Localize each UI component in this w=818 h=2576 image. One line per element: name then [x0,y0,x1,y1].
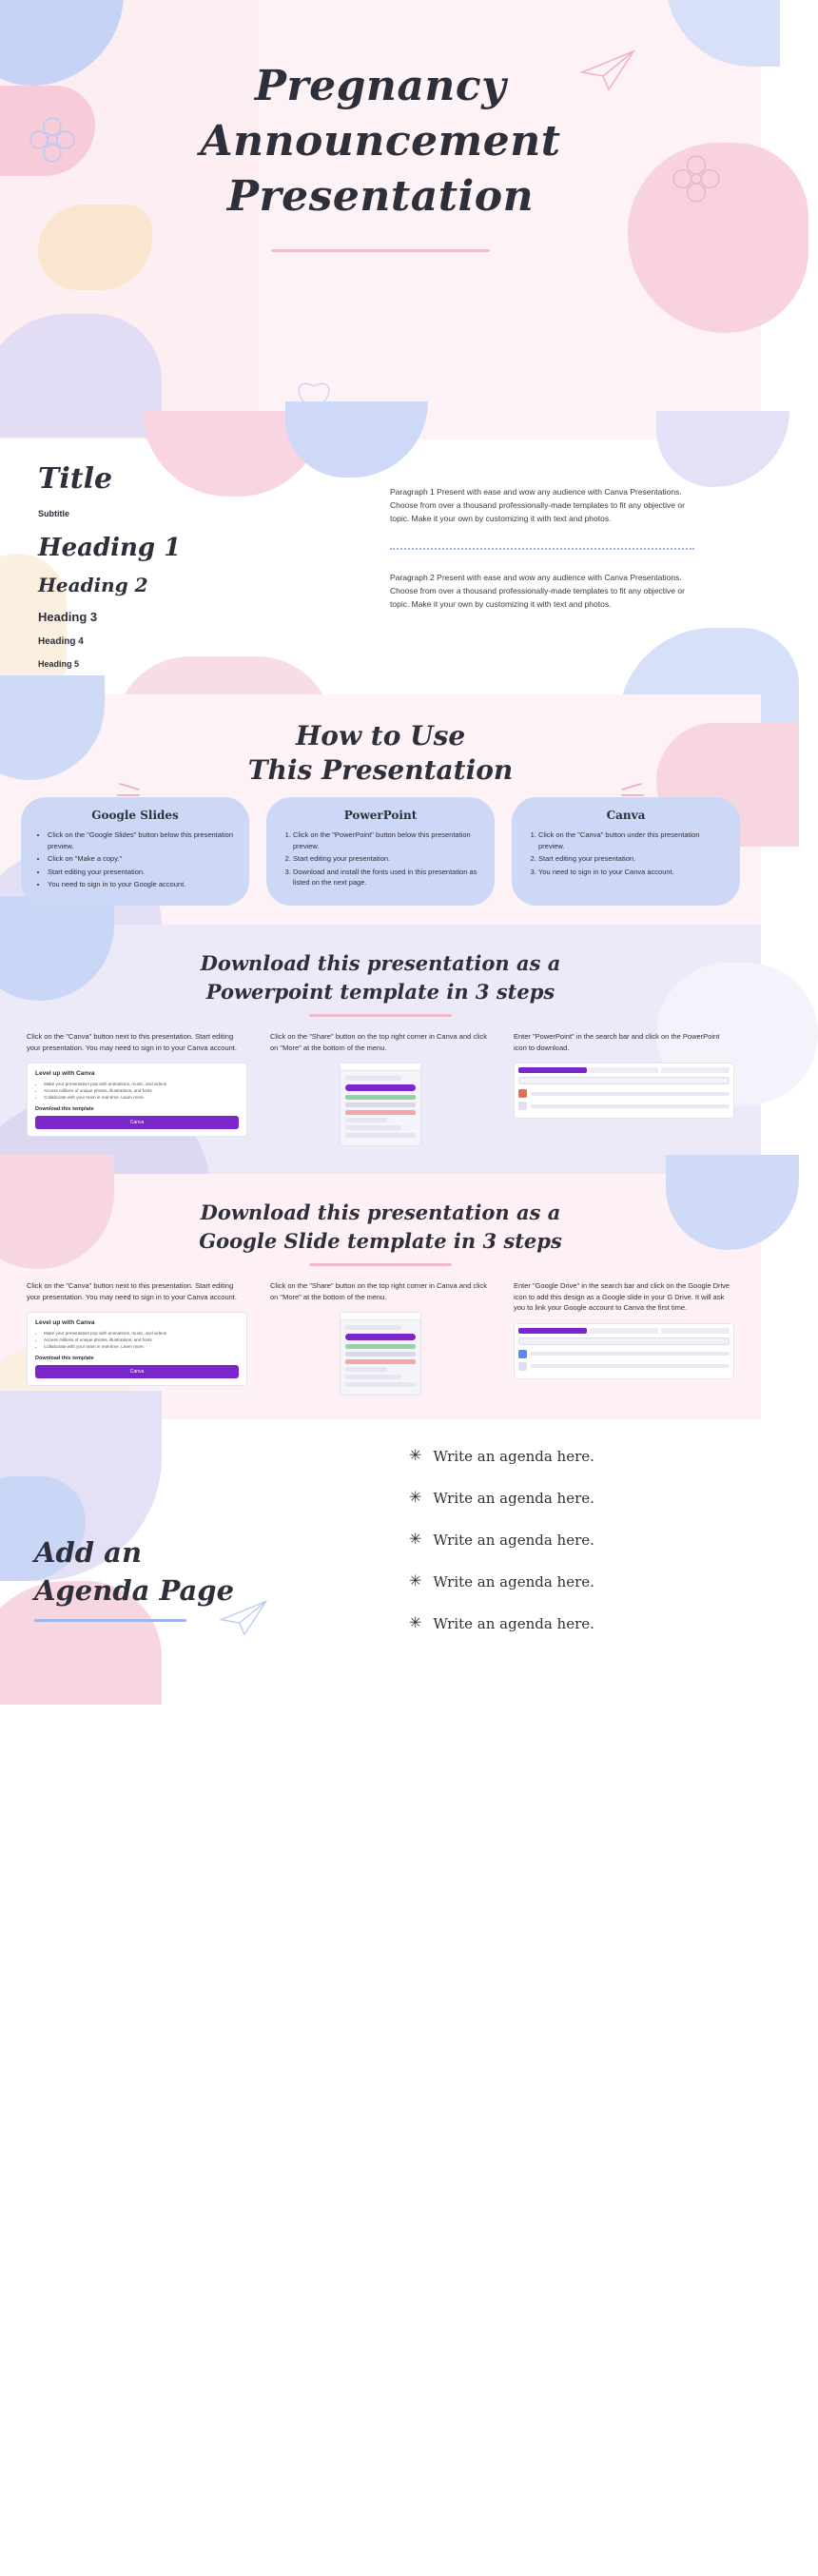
mock-line [531,1104,730,1108]
card-list [34,829,236,890]
mock-tabbar [518,1067,730,1073]
how-to-use-heading-line-1: How to Use [295,720,466,751]
card-powerpoint [266,797,495,906]
slide-download-google-slide [0,1174,761,1419]
powerpoint-heading-line-2: Powerpoint template in 3 steps [205,980,555,1004]
sparkle-icon: ✳ [409,1573,422,1590]
list-item: • Make your presentation pop with animations, music, and videos [44,1330,239,1337]
list-item [409,1532,594,1549]
mock-subtitle: Download this template [35,1106,94,1112]
list-item: 2. Start editing your presentation. [538,853,727,865]
step-text: Click on the "Canva" button next to this presentation. Start editing your presentation. You may need to sign in to your Canva account. [27,1281,237,1301]
mock-tab[interactable] [518,1328,587,1334]
canva-button[interactable]: Canva [35,1116,239,1129]
list-item: • Make your presentation pop with animations, music, and videos [44,1081,239,1087]
sample-heading-5: Heading 5 [38,659,80,669]
step-column-3 [514,1031,734,1146]
google-slide-heading-line-2: Google Slide template in 3 steps [199,1229,562,1253]
decor-blob-right-blue [666,0,780,67]
list-item: • Start editing your presentation. [48,867,236,878]
mock-tile [345,1359,416,1364]
step-text: Enter "PowerPoint" in the search bar and click on the PowerPoint icon to download. [514,1032,720,1052]
cover-title-line-3: Presentation [226,172,535,221]
list-item [409,1490,594,1507]
mock-bullets [35,1330,239,1350]
powerpoint-icon [518,1102,527,1110]
decor-blob-lav-bottom [0,314,162,438]
list-item: • Collaborate with your team in real-time. Learn more. [44,1343,239,1350]
sample-heading-3: Heading 3 [38,610,98,624]
step-text: Click on the "Share" button on the top right corner in Canva and click on "More" at the bottom of the menu. [270,1281,487,1301]
list-item: • You need to sign in to your Google account. [48,879,236,890]
google-slide-heading-line-1: Download this presentation as a [200,1200,561,1224]
sample-title: Title [38,462,113,496]
mock-row [345,1133,416,1138]
card-title: Google Slides [91,809,179,822]
mock-bullets [35,1081,239,1101]
cover-title [0,59,761,252]
mock-body [341,1071,420,1145]
how-to-use-cards [21,797,740,906]
mock-line [531,1352,730,1356]
list-item [409,1615,594,1632]
share-menu-mock [340,1063,421,1146]
google-drive-icon [518,1350,527,1358]
google-slide-steps [27,1280,734,1395]
mock-tabbar [518,1328,730,1334]
mock-title: Level up with Canva [35,1319,95,1326]
how-to-use-heading-line-2: This Presentation [247,754,514,786]
heading-underline [309,1014,452,1017]
google-slide-heading [57,1199,704,1266]
list-item: • Click on the "Google Slides" button below this presentation preview. [48,829,236,851]
slide-cover [0,0,761,439]
sparkle-icon: ✳ [409,1615,422,1631]
step-column-1 [27,1280,247,1395]
mock-tab[interactable] [661,1067,730,1073]
sample-heading-1: Heading 1 [38,534,182,562]
list-item: 3. You need to sign in to your Canva account. [538,867,727,878]
powerpoint-heading [57,949,704,1017]
sample-paragraph-2: Paragraph 2 Present with ease and wow any audience with Canva Presentations. Choose from over a thousand professionally-made templates to fit any objective or topic. Make it your own by customizing it with text and photos. [390,573,685,609]
sample-heading-2: Heading 2 [38,574,148,596]
canva-panel-mock [27,1312,247,1386]
list-item: 3. Download and install the fonts used in this presentation as listed on the next page. [293,867,481,888]
export-search-mock [514,1063,734,1119]
share-menu-mock [340,1312,421,1395]
mock-tile [345,1103,416,1107]
agenda-item-label: Write an agenda here. [433,1615,594,1632]
agenda-item-label: Write an agenda here. [433,1448,594,1465]
agenda-title [34,1533,234,1622]
list-item: 1. Click on the "Canva" button under this presentation preview. [538,829,727,851]
sample-paragraph-1: Paragraph 1 Present with ease and wow any audience with Canva Presentations. Choose from over a thousand professionally-made templates to fit any objective or topic. Make it your own by customizing it with text and photos. [390,487,685,523]
mock-body [341,1320,420,1395]
mock-line [531,1364,730,1368]
mock-row [345,1125,401,1130]
mock-row [345,1375,401,1379]
sparkle-icon: ✳ [409,1448,422,1464]
step-text: Enter "Google Drive" in the search bar and click on the Google Drive icon to add this design as a Google slide in your G Drive. It will ask you to link your Google account to Canva the first time. [514,1281,730,1312]
list-item [409,1573,594,1590]
mock-primary-button[interactable] [345,1334,416,1340]
export-search-mock [514,1323,734,1379]
agenda-item-label: Write an agenda here. [433,1490,594,1507]
typography-left-column [38,462,352,709]
mock-subtitle: Download this template [35,1356,94,1361]
mock-result-row[interactable] [518,1362,730,1371]
slide-download-powerpoint [0,925,761,1174]
agenda-title-line-2: Agenda Page [34,1574,235,1607]
step-column-2 [270,1031,491,1146]
sparkle-icon: ✳ [409,1532,422,1548]
list-item: • Access millions of unique photos, illustrations, and fonts [44,1087,239,1094]
agenda-items [409,1448,594,1657]
list-item: • Access millions of unique photos, illustrations, and fonts [44,1337,239,1343]
list-item: • Click on "Make a copy." [48,853,236,865]
canva-panel-mock [27,1063,247,1137]
mock-tile [345,1344,416,1349]
cover-title-line-2: Announcement [200,117,561,166]
step-text: Click on the "Share" button on the top right corner in Canva and click on "More" at the bottom of the menu. [270,1032,487,1052]
mock-tile [345,1110,416,1115]
mock-toolbar [341,1313,420,1320]
step-column-1 [27,1031,247,1146]
mock-result-row[interactable] [518,1350,730,1358]
sparkle-icon: ✳ [409,1490,422,1506]
sample-subtitle: Subtitle [38,509,69,518]
mock-tile [345,1095,416,1100]
mock-toolbar [341,1064,420,1071]
powerpoint-steps [27,1031,734,1146]
mock-search-input[interactable] [518,1077,730,1084]
mock-result-row[interactable] [518,1089,730,1098]
decor-blob-lav-topright [656,411,789,487]
card-title: Canva [606,809,646,822]
card-title: PowerPoint [343,809,418,822]
mock-row [345,1367,387,1372]
card-list [280,829,481,888]
agenda-item-label: Write an agenda here. [433,1573,594,1590]
sample-heading-4: Heading 4 [38,636,84,647]
agenda-title-underline [34,1619,186,1622]
mock-tab[interactable] [661,1328,730,1334]
slide-how-to-use [0,694,761,925]
agenda-item-label: Write an agenda here. [433,1532,594,1549]
mock-tab[interactable] [590,1067,658,1073]
list-item: 2. Start editing your presentation. [293,853,481,865]
typography-right-column [390,485,694,611]
cover-underline [271,249,490,252]
mock-line [531,1092,730,1096]
mock-result-row[interactable] [518,1102,730,1110]
cover-title-line-1: Pregnancy [254,62,507,110]
list-item: 1. Click on the "PowerPoint" button below this presentation preview. [293,829,481,851]
canva-button[interactable]: Canva [35,1365,239,1378]
heading-underline [309,1263,452,1266]
list-item [409,1448,594,1465]
dotted-divider [390,548,694,550]
list-item: • Collaborate with your team in real-time. Learn more. [44,1094,239,1101]
agenda-title-line-1: Add an [34,1536,143,1569]
step-text: Click on the "Canva" button next to this presentation. Start editing your presentation. You may need to sign in to your Canva account. [27,1032,237,1052]
mock-primary-button[interactable] [345,1084,416,1091]
card-canva [512,797,740,906]
mock-row [345,1325,401,1330]
mock-row [345,1118,387,1122]
mock-search-input[interactable] [518,1337,730,1345]
mock-row [345,1382,416,1387]
how-to-use-heading [0,719,761,788]
google-drive-icon [518,1362,527,1371]
mock-title: Level up with Canva [35,1070,95,1077]
slide-agenda [0,1419,761,1657]
card-list [525,829,727,877]
powerpoint-heading-line-1: Download this presentation as a [200,951,561,975]
card-google-slides [21,797,249,906]
step-column-3 [514,1280,734,1395]
slide-typography [0,439,761,694]
mock-tile [345,1352,416,1356]
powerpoint-icon [518,1089,527,1098]
mock-tab[interactable] [590,1328,658,1334]
mock-tab[interactable] [518,1067,587,1073]
step-column-2 [270,1280,491,1395]
mock-row [345,1076,401,1081]
